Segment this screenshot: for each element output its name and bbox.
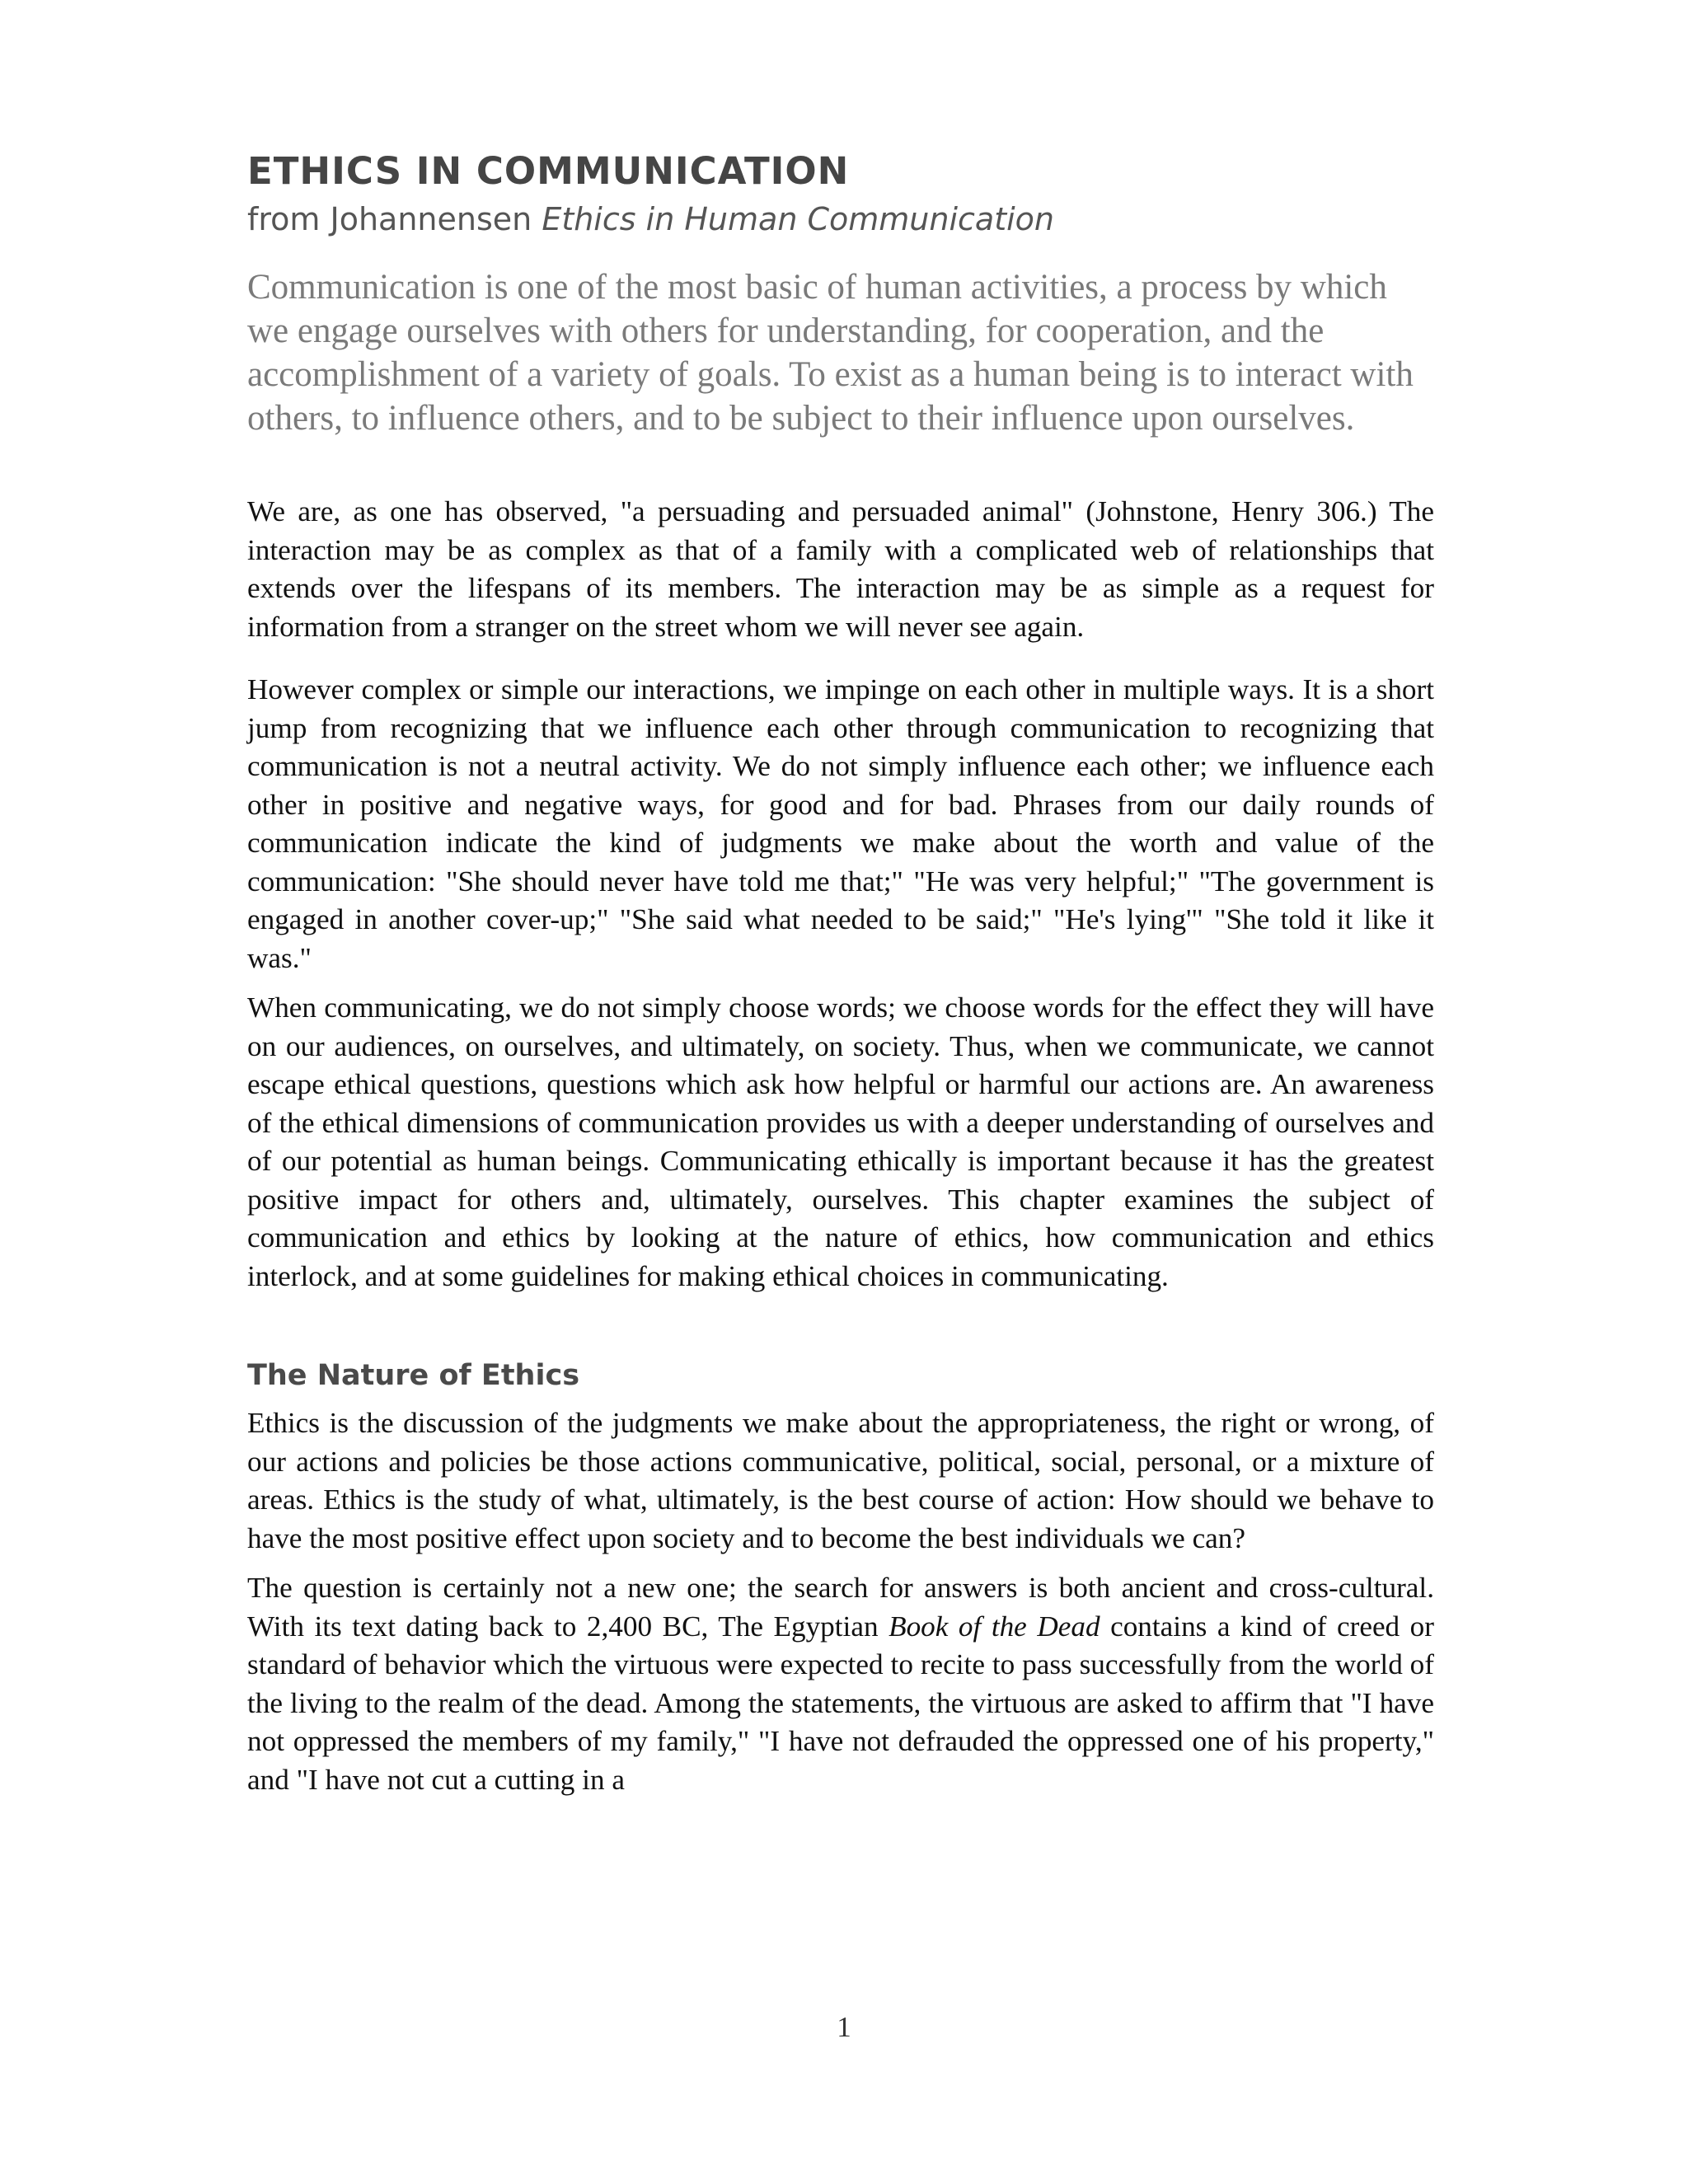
page-number: 1: [837, 2011, 851, 2043]
body-paragraph-1: We are, as one has observed, "a persuading and persuaded animal" (Johnstone, Henry 306.) The interaction may be as complex as that of a family with a complicated web of relationships that extends over the lifespans of its members. The interaction may be as simple as a request for information from a stranger on the street whom we will never see again.: [247, 495, 1434, 643]
lead-paragraph: Communication is one of the most basic of human activities, a process by which we engage ourselves with others for understanding, for cooperation, and the accomplishment of a variety of goals. To exist as a human being is to interact with others, to influence others, and to be subject to their influence upon ourselves.: [247, 268, 1414, 438]
body-paragraph-2: However complex or simple our interactions, we impinge on each other in multiple ways. It is a short jump from recognizing that we influence each other through communication to recognizing that communication is not a neutral activity. We do not simply influence each other; we influence each other in positive and negative ways, for good and for bad. Phrases from our daily rounds of communication indicate the kind of judgments we make about the worth and value of the communication: "She should never have told me that;" "He was very helpful;" "The government is engaged in another cover-up;" "She said what needed to be said;" "He's lying'" "She told it like it was.": [247, 673, 1434, 974]
subtitle-work-title: Ethics in Human Communication: [542, 201, 1054, 237]
section-paragraph-2-end: contains a kind of creed or standard of behavior which the virtuous were expected to recite to pass successfully from the world of the living to the realm of the dead. Among the statements, the virtuous are asked to affirm that "I have not oppressed the members of my family," "I have not defrauded the oppressed one of his property," and "I have not cut a cutting in a: [247, 1610, 1434, 1796]
section-paragraph-1: Ethics is the discussion of the judgments we make about the appropriateness, the right or wrong, of our actions and policies be those actions communicative, political, social, personal, or a mixture of areas. Ethics is the study of what, ultimately, is the best course of action: How should we behave to have the most positive effect upon society and to become the best individuals we can?: [247, 1407, 1434, 1554]
document-page: [247, 148, 1434, 1799]
section-heading: The Nature of Ethics: [247, 1359, 580, 1392]
subtitle-prefix: from Johannensen: [247, 201, 542, 237]
document-title: ETHICS IN COMMUNICATION: [247, 149, 850, 193]
section-paragraph-2: [247, 1569, 1434, 1799]
body-paragraph-3: When communicating, we do not simply choose words; we choose words for the effect they will have on our audiences, on ourselves, and ultimately, on society. Thus, when we communicate, we cannot escape ethical questions, questions which ask how helpful or harmful our actions are. An awareness of the ethical dimensions of communication provides us with a deeper understanding of ourselves and of our potential as human beings. Communicating ethically is important because it has the greatest positive impact for others and, ultimately, ourselves. This chapter examines the subject of communication and ethics by looking at the nature of ethics, how communication and ethics interlock, and at some guidelines for making ethical choices in communicating.: [247, 991, 1434, 1292]
section-paragraph-2-start: The question is certainly not a new one; the search for answers is both ancient and cross-cultural. With its text dating back to 2,400 BC, The Egyptian: [247, 1572, 1434, 1643]
document-subtitle: [247, 198, 1434, 241]
book-title: Book of the Dead: [889, 1610, 1100, 1643]
